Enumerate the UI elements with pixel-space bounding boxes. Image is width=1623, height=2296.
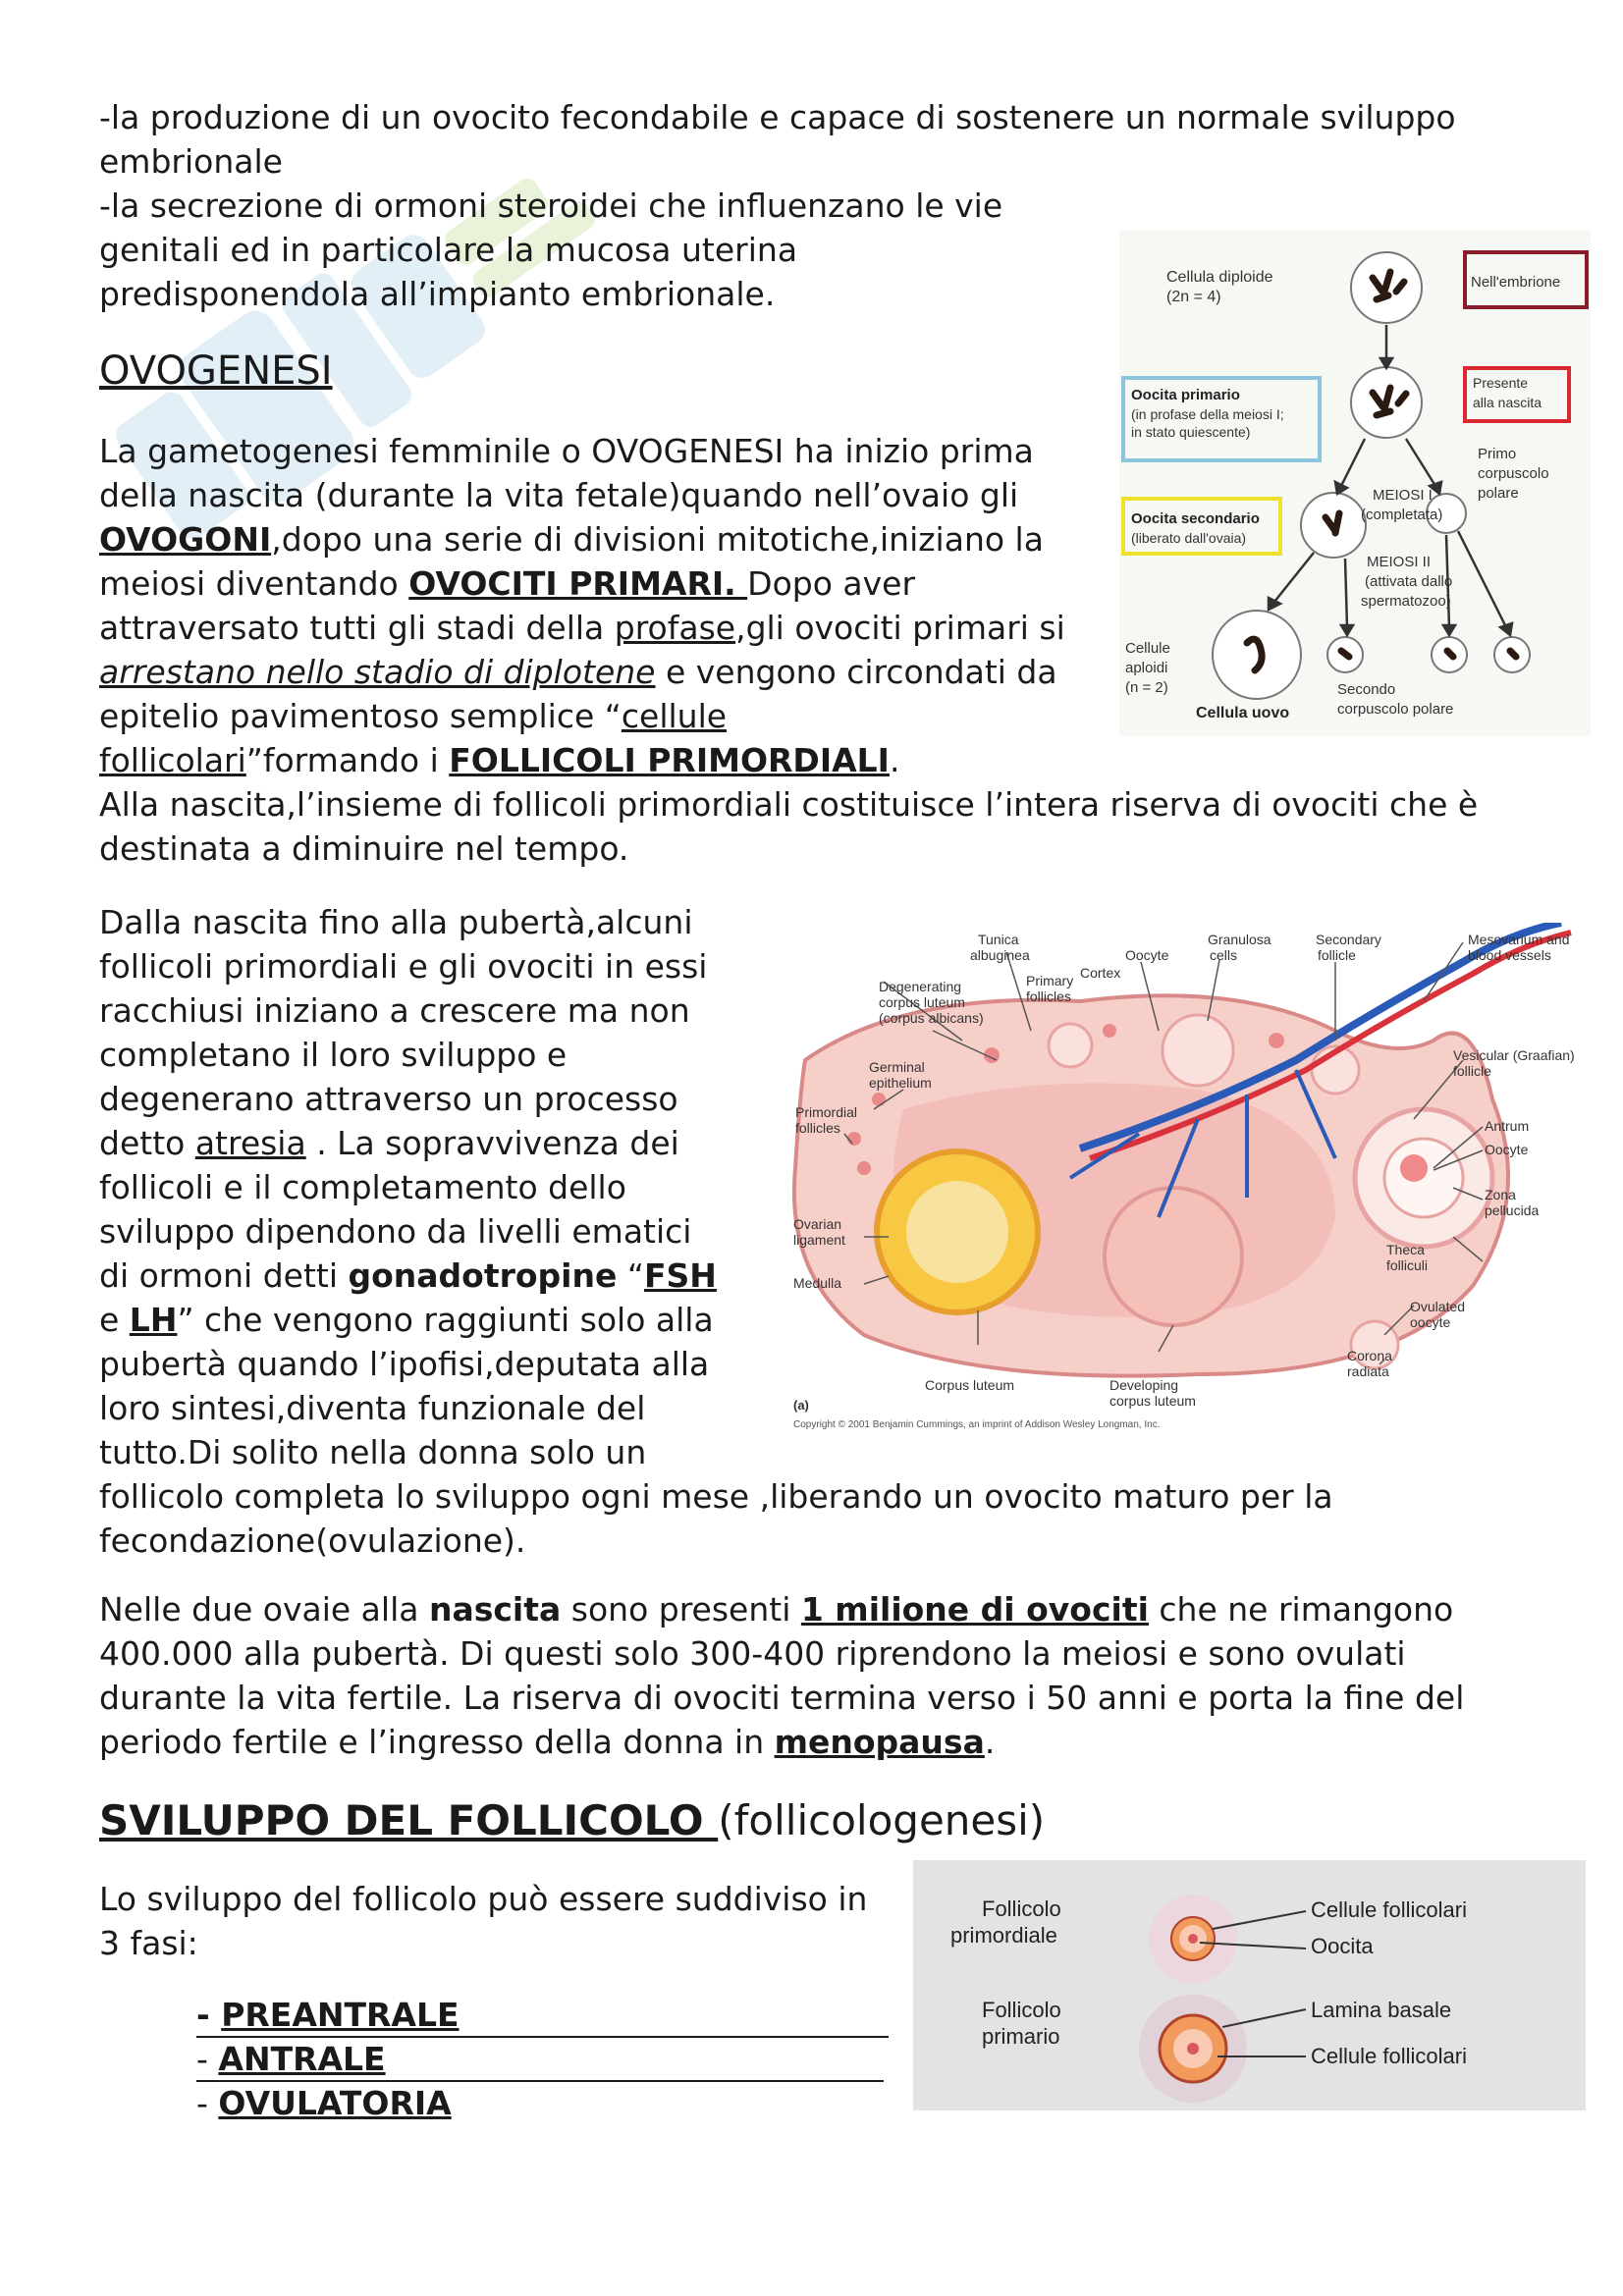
label-polare: polare [1478, 485, 1519, 502]
label-op-sub1: (in profase della meiosi I; [1131, 406, 1284, 422]
fase-label-3: OVULATORIA [218, 2084, 452, 2122]
term-profase: profase [614, 609, 736, 647]
label-radiata: radiata [1347, 1363, 1389, 1379]
term-nascita: nascita [428, 1590, 562, 1629]
puberta-line-13: tutto.Di solito nella donna solo un [99, 1433, 647, 1471]
puberta-line-14: follicolo completa lo sviluppo ogni mese ,liberando un ovocito maturo per la [99, 1477, 1333, 1516]
label-nellembrione: Nell'embrione [1471, 274, 1561, 291]
label-theca: Theca [1386, 1242, 1425, 1257]
label-primo: Primo [1478, 446, 1517, 462]
label-ovulated: Ovulated [1410, 1299, 1466, 1314]
label-secondary: Secondary [1316, 932, 1381, 947]
label-corpus-luteum-a: corpus luteum [879, 994, 965, 1010]
label-oocyte: Oocyte [1125, 947, 1169, 963]
label-meiosi-2: MEIOSI II [1367, 554, 1432, 570]
label-cellula-diploide: Cellula diploide [1166, 269, 1273, 286]
label-secondo-corpuscolo: corpuscolo polare [1337, 701, 1454, 718]
label-degenerating: Degenerating [879, 979, 962, 994]
puberta-line-4: completano il loro sviluppo e [99, 1036, 568, 1074]
ovogenesi-line-8 [99, 738, 899, 782]
label-primary: Primary [1026, 973, 1074, 988]
heading-sviluppo-title: SVILUPPO DEL FOLLICOLO [99, 1796, 719, 1844]
label-blood-vessels: blood vessels [1468, 947, 1551, 963]
heading-sviluppo [99, 1796, 1045, 1844]
label-corona: Corona [1347, 1348, 1392, 1363]
puberta-line-11: pubertà quando l’ipofisi,deputata alla [99, 1345, 710, 1383]
meiosi-diagram [1119, 231, 1591, 736]
label-2n4: (2n = 4) [1166, 289, 1221, 305]
numeri-line-4 [99, 1720, 995, 1764]
ovogenesi-line-4-pre: meiosi diventando [99, 564, 409, 603]
ovogenesi-line-6 [99, 650, 1057, 694]
figure-ovaio [785, 923, 1591, 1443]
label-developing-corpus: corpus luteum [1109, 1393, 1196, 1409]
term-ovogoni: OVOGONI [99, 520, 272, 559]
term-atresia: atresia [194, 1124, 306, 1162]
heading-ovogenesi: OVOGENESI [99, 348, 333, 394]
numeri-line-4-pre: periodo fertile e l’ingresso della donna in [99, 1723, 775, 1761]
heading-sviluppo-subtitle: (follicologenesi) [718, 1796, 1046, 1844]
ovogenesi-line-4 [99, 561, 915, 606]
label-vesicular-follicle: follicle [1453, 1063, 1491, 1079]
puberta-line-6 [99, 1121, 679, 1165]
numeri-line-1 [99, 1587, 1453, 1631]
ovogenesi-line-8-end: . [889, 741, 900, 779]
fase-item-1 [196, 1995, 889, 2038]
label-os-sub: (liberato dall'ovaia) [1131, 530, 1247, 546]
label-primordial-follicles: follicles [795, 1120, 840, 1136]
puberta-line-7: follicoli e il completamento dello [99, 1168, 626, 1206]
ovogenesi-line-2: della nascita (durante la vita fetale)quando nell’ovaio gli [99, 476, 1019, 514]
ovogenesi-line-5-pre: attraversato tutti gli stadi della [99, 609, 615, 647]
follicle-diagram [913, 1860, 1586, 2110]
label-pellucida: pellucida [1485, 1202, 1540, 1218]
puberta-line-2: follicoli primordiali e gli ovociti in essi [99, 947, 708, 986]
puberta-line-15: fecondazione(ovulazione). [99, 1522, 526, 1560]
label-primordial: Primordial [795, 1104, 858, 1120]
label-op-sub2: in stato quiescente) [1131, 424, 1251, 440]
label-spermatozoo: spermatozoo) [1361, 593, 1451, 610]
sviluppo-line-1: Lo sviluppo del follicolo può essere suddiviso in [99, 1880, 868, 1918]
label-antrum: Antrum [1485, 1118, 1530, 1134]
label-oocita-secondario: Oocita secondario [1131, 510, 1260, 527]
ovogenesi-line-4-post: Dopo aver [747, 564, 916, 603]
label-secondo: Secondo [1337, 681, 1396, 698]
ovogenesi-line-5-post: ,gli ovociti primari si [735, 609, 1065, 647]
numeri-line-3: durante la vita fertile. La riserva di ovociti termina verso i 50 anni e porta la fine del [99, 1679, 1465, 1717]
label-cellule-follicolari-2: Cellule follicolari [1311, 2044, 1467, 2068]
fase-dash-2: - [196, 2040, 219, 2078]
fase-dash-1: - [196, 1996, 222, 2034]
label-completata: (completata) [1361, 507, 1443, 523]
puberta-line-9-pre: di ormoni detti [99, 1256, 349, 1295]
intro-line-1: -la produzione di un ovocito fecondabile e capace di sostenere un normale sviluppo [99, 98, 1456, 136]
label-lamina-basale: Lamina basale [1311, 1998, 1452, 2022]
term-ovociti-primari: OVOCITI PRIMARI. [408, 564, 748, 603]
label-mesovarium: Mesovarium and [1468, 932, 1570, 947]
puberta-line-10-e: e [99, 1301, 130, 1339]
figure-follicolo [913, 1860, 1586, 2110]
label-aploidi: aploidi [1125, 660, 1168, 676]
intro-line-5: predisponendola all’impianto embrionale. [99, 275, 776, 313]
label-folliculi: folliculi [1386, 1257, 1429, 1273]
label-corpus-luteum: Corpus luteum [925, 1377, 1015, 1393]
label-alla-nascita: alla nascita [1473, 395, 1542, 410]
ovogenesi-line-3 [99, 517, 1044, 561]
numeri-line-4-post: . [984, 1723, 996, 1761]
puberta-line-3: racchiusi iniziano a crescere ma non [99, 991, 690, 1030]
label-tunica: Tunica [978, 932, 1019, 947]
label-cortex: Cortex [1080, 965, 1121, 981]
label-cellule: Cellule [1125, 640, 1170, 657]
label-oocita: Oocita [1311, 1934, 1374, 1958]
label-n2: (n = 2) [1125, 679, 1168, 696]
label-primario: primario [982, 2024, 1060, 2049]
ovogenesi-line-1: La gametogenesi femminile o OVOGENESI ha inizio prima [99, 432, 1034, 470]
ovogenesi-line-6-post: e vengono circondati da [655, 653, 1057, 691]
label-albuginea: albuginea [970, 947, 1030, 963]
intro-line-4: genitali ed in particolare la mucosa uterina [99, 231, 798, 269]
puberta-line-10 [99, 1298, 714, 1342]
numeri-line-1-pre: Nelle due ovaie alla [99, 1590, 429, 1629]
ovogenesi-line-9: Alla nascita,l’insieme di follicoli primordiali costituisce l’intera riserva di ovociti che è [99, 785, 1479, 824]
label-meiosi-1: MEIOSI I [1373, 487, 1433, 504]
puberta-line-1: Dalla nascita fino alla pubertà,alcuni [99, 903, 693, 941]
intro-line-3: -la secrezione di ormoni steroidei che influenzano le vie [99, 187, 1003, 225]
label-corpuscolo: corpuscolo [1478, 465, 1549, 482]
ovogenesi-line-5 [99, 606, 1065, 650]
label-copyright: Copyright © 2001 Benjamin Cummings, an imprint of Addison Wesley Longman, Inc. [793, 1419, 1161, 1430]
label-oocita-primario: Oocita primario [1131, 387, 1240, 403]
fase-label-1: PREANTRALE [221, 1996, 460, 2034]
term-milione: 1 milione di ovociti [800, 1590, 1149, 1629]
sviluppo-line-2: 3 fasi: [99, 1924, 198, 1962]
label-primary-follicles: follicles [1026, 988, 1071, 1004]
label-presente: Presente [1473, 375, 1529, 391]
label-medulla: Medulla [793, 1275, 842, 1291]
label-attivata: (attivata dallo [1365, 573, 1453, 590]
label-vesicular: Vesicular (Graafian) [1453, 1047, 1575, 1063]
ovogenesi-line-10: destinata a diminuire nel tempo. [99, 829, 629, 868]
figure-meiosi [1119, 231, 1591, 736]
puberta-line-10-post: ” che vengono raggiunti solo alla [177, 1301, 714, 1339]
numeri-line-1-mid: sono presenti [561, 1590, 801, 1629]
puberta-line-9-quote: “ [617, 1256, 644, 1295]
label-ovulated-oocyte: oocyte [1410, 1314, 1451, 1330]
ovary-diagram [785, 923, 1591, 1443]
term-cellule: cellule [621, 697, 728, 735]
label-cellule-follicolari-1: Cellule follicolari [1311, 1897, 1467, 1922]
puberta-line-5: degenerano attraverso un processo [99, 1080, 678, 1118]
label-corpus-albicans: (corpus albicans) [879, 1010, 984, 1026]
ovogenesi-line-8-mid: ”formando i [245, 741, 450, 779]
label-germinal: Germinal [869, 1059, 925, 1075]
term-fsh: FSH [643, 1256, 717, 1295]
label-zona: Zona [1485, 1187, 1516, 1202]
puberta-line-12: loro sintesi,diventa funzionale del [99, 1389, 646, 1427]
label-a: (a) [793, 1398, 809, 1413]
label-oocyte-2: Oocyte [1485, 1142, 1529, 1157]
puberta-line-8: sviluppo dipendono da livelli ematici [99, 1212, 692, 1251]
puberta-line-9 [99, 1254, 717, 1298]
term-arrestano: arrestano nello stadio di diplotene [99, 653, 656, 691]
numeri-line-2: 400.000 alla pubertà. Di questi solo 300-400 riprendono la meiosi e sono ovulati [99, 1634, 1406, 1673]
fase-label-2: ANTRALE [218, 2040, 386, 2078]
puberta-line-6-post: . La sopravvivenza dei [305, 1124, 679, 1162]
puberta-line-6-pre: detto [99, 1124, 195, 1162]
term-menopausa: menopausa [774, 1723, 985, 1761]
term-follicoli-primordiali: FOLLICOLI PRIMORDIALI [449, 741, 890, 779]
label-developing: Developing [1109, 1377, 1179, 1393]
term-follicolari: follicolari [99, 741, 246, 779]
label-granulosa: Granulosa [1208, 932, 1271, 947]
term-lh: LH [129, 1301, 178, 1339]
label-ligament: ligament [793, 1232, 845, 1248]
label-follicle: follicle [1318, 947, 1356, 963]
fase-item-3 [196, 2083, 452, 2124]
label-follicolo-1: Follicolo [982, 1896, 1061, 1921]
label-cells: cells [1210, 947, 1238, 963]
label-primordiale: primordiale [950, 1923, 1057, 1948]
numeri-line-1-post: che ne rimangono [1148, 1590, 1454, 1629]
fase-dash-3: - [196, 2084, 219, 2122]
label-ovarian: Ovarian [793, 1216, 842, 1232]
ovogenesi-line-7 [99, 694, 727, 738]
term-gonadotropine: gonadotropine [348, 1256, 618, 1295]
label-cellula-uovo: Cellula uovo [1196, 705, 1290, 721]
ovogenesi-line-7-pre: epitelio pavimentoso semplice “ [99, 697, 622, 735]
ovogenesi-line-3-rest: ,dopo una serie di divisioni mitotiche,iniziano la [271, 520, 1044, 559]
intro-line-2: embrionale [99, 142, 283, 181]
label-follicolo-2: Follicolo [982, 1998, 1061, 2022]
label-epithelium: epithelium [869, 1075, 932, 1091]
fase-item-2 [196, 2039, 884, 2082]
